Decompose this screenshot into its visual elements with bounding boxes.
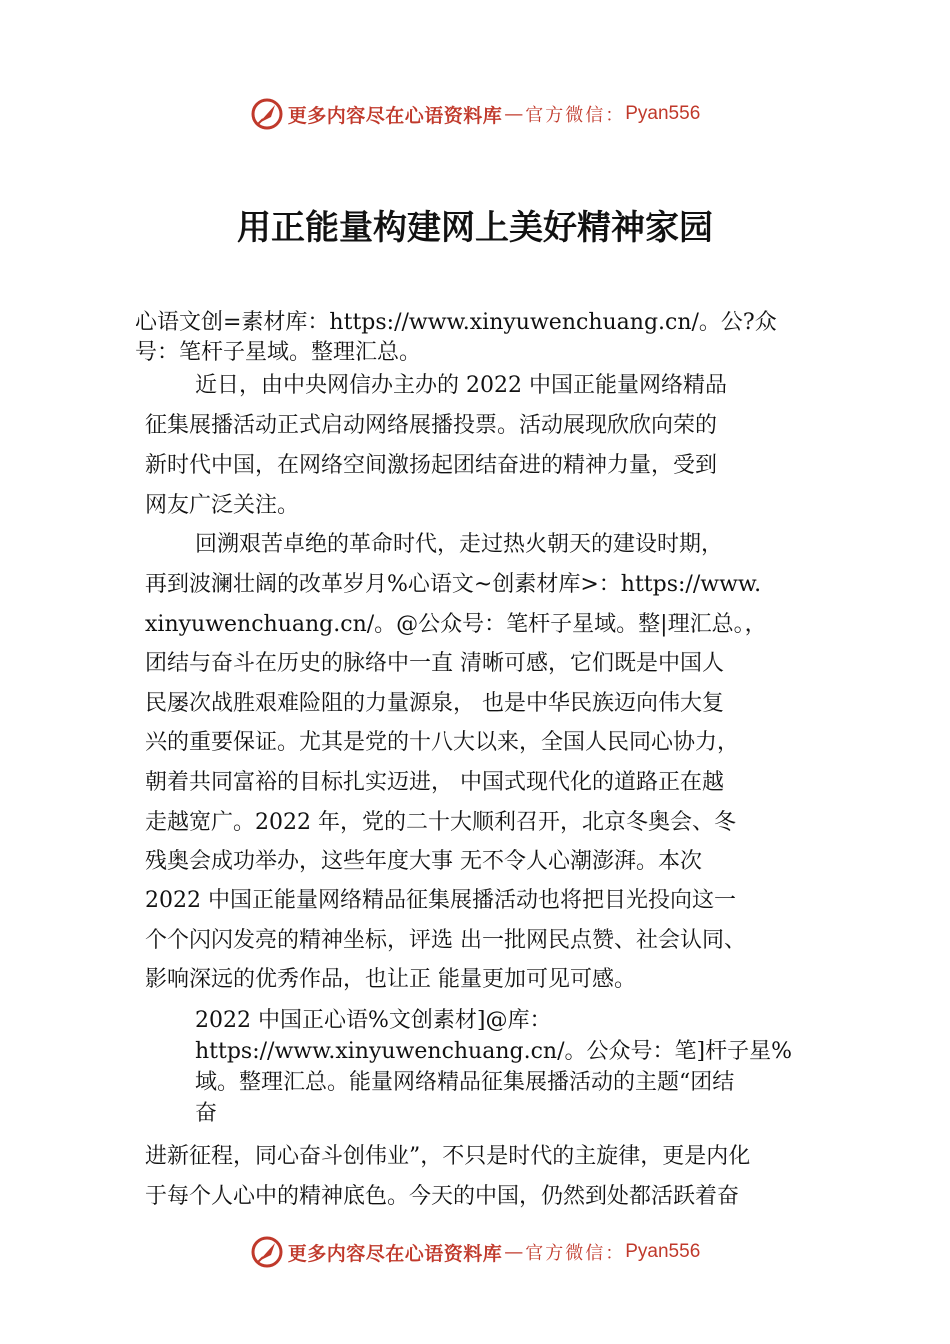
text-line: 兴的重要保证。尤其是党的十八大以来，全国人民同心协力， bbox=[145, 730, 740, 755]
text-line: 奋 bbox=[195, 1101, 218, 1126]
text-line: 残奥会成功举办，这些年度大事 无不令人心潮澎湃。本次 bbox=[145, 849, 702, 874]
text-line: 于每个人心中的精神底色。今天的中国，仍然到处都活跃着奋 bbox=[145, 1184, 740, 1209]
text-line: 朝着共同富裕的目标扎实迈进， 中国式现代化的道路正在越 bbox=[145, 770, 724, 795]
text-line: 近日，由中央网信办主办的 2022 中国正能量网络精品 bbox=[195, 373, 727, 398]
banner-label: 官方微信： bbox=[525, 105, 626, 126]
banner-handle: Pyan556 bbox=[625, 103, 701, 124]
banner-dash: — bbox=[504, 1241, 524, 1263]
text-line: 团结与奋斗在历史的脉络中一直 清晰可感，它们既是中国人 bbox=[145, 651, 724, 676]
text-line: 域。整理汇总。能量网络精品征集展播活动的主题“团结 bbox=[195, 1070, 735, 1095]
banner-dash: — bbox=[504, 103, 524, 125]
text-line: 征集展播活动正式启动网络展播投票。活动展现欣欣向荣的 bbox=[145, 413, 718, 438]
text-line: 网友广泛关注。 bbox=[145, 493, 300, 518]
text-line: 心语文创=素材库：https://www.xinyuwenchuang.cn/。公?众 bbox=[135, 310, 777, 335]
banner-main-text: 更多内容尽在心语资料库 bbox=[287, 1242, 503, 1265]
quill-logo-icon bbox=[250, 97, 284, 131]
text-line: 再到波澜壮阔的改革岁月%心语文~创素材库>：https://www. bbox=[145, 572, 762, 597]
text-line: 新时代中国，在网络空间激扬起团结奋进的精神力量，受到 bbox=[145, 453, 718, 478]
text-line: 进新征程，同心奋斗创伟业”，不只是时代的主旋律，更是内化 bbox=[145, 1144, 751, 1169]
text-line: 个个闪闪发亮的精神坐标，评选 出一批网民点赞、社会认同、 bbox=[145, 928, 746, 953]
quill-logo-icon bbox=[250, 1235, 284, 1269]
text-line: 2022 中国正心语%文创素材]@库： bbox=[195, 1008, 552, 1033]
text-line: 回溯艰苦卓绝的革命时代，走过热火朝天的建设时期， bbox=[195, 532, 724, 557]
banner-main-text: 更多内容尽在心语资料库 bbox=[287, 104, 503, 127]
text-line: https://www.xinyuwenchuang.cn/。公众号：笔]杆子星% bbox=[195, 1039, 792, 1064]
text-line: xinyuwenchuang.cn/。@公众号：笔杆子星域。整|理汇总。， bbox=[145, 612, 767, 637]
text-line: 民屡次战胜艰难险阻的力量源泉， 也是中华民族迈向伟大复 bbox=[145, 691, 724, 716]
document-title: 用正能量构建网上美好精神家园 bbox=[237, 208, 713, 248]
banner-label: 官方微信： bbox=[525, 1243, 626, 1264]
text-line: 走越宽广。2022 年，党的二十大顺利召开，北京冬奥会、冬 bbox=[145, 810, 736, 835]
text-line: 影响深远的优秀作品，也让正 能量更加可见可感。 bbox=[145, 967, 636, 992]
header-banner bbox=[0, 94, 950, 134]
text-line: 2022 中国正能量网络精品征集展播活动也将把目光投向这一 bbox=[145, 888, 736, 913]
banner-handle: Pyan556 bbox=[625, 1241, 701, 1262]
footer-banner bbox=[0, 1232, 950, 1272]
text-line: 号：笔杆子星域。整理汇总。 bbox=[135, 340, 422, 365]
